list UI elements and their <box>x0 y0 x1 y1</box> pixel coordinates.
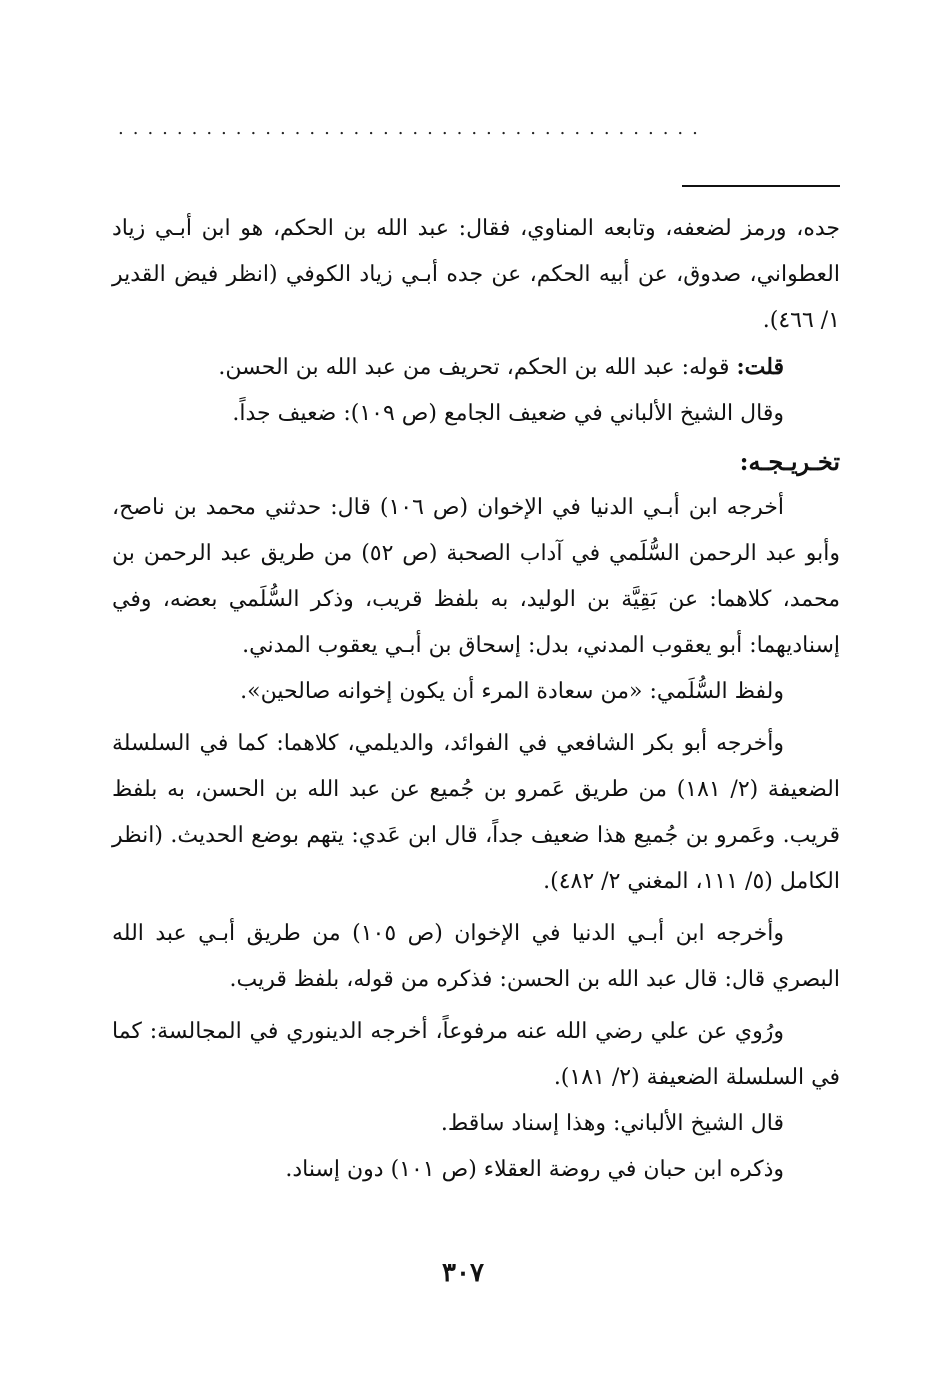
qultu-label: قلت: <box>736 354 784 380</box>
paragraph-albani-verdict: قال الشيخ الألباني: وهذا إسناد ساقط. <box>440 1111 784 1136</box>
footnote-rule <box>682 185 840 187</box>
albani-note: وقال الشيخ الألباني في ضعيف الجامع (ص ١٠٩): ضعيف جداً. <box>232 401 784 426</box>
dotted-separator: ........................................ <box>118 122 707 136</box>
paragraph-takhrij-3: وأخرجه ابن أبـي الدنيا في الإخوان (ص ١٠٥) من طريق أبـي عبد الله البصري قال: قال عبد الله بن الحسن: فذكره من قوله، بلفظ قريب. <box>112 921 840 992</box>
paragraph-takhrij-2: وأخرجه أبو بكر الشافعي في الفوائد، والديلمي، كلاهما: كما في السلسلة الضعيفة (٢/ ١٨١) من طريق عَمرو بن جُميع عن عبد الله بن الحسن، به بلفظ قريب. وعَمرو بن جُميع هذا ضعيف جداً، قال ابن عَدي: يتهم بوضع الحديث. (انظر الكامل (٥/ ١١١، المغني ٢/ ٤٨٢). <box>112 731 841 894</box>
paragraph-ibn-hibban: وذكره ابن حبان في روضة العقلاء (ص ١٠١) دون إسناد. <box>285 1157 784 1182</box>
page-body <box>112 206 840 1193</box>
paragraph-marfu-narration: ورُوي عن علي رضي الله عنه مرفوعاً، أخرجه الدينوري في المجالسة: كما في السلسلة الضعيفة (٢/ ١٨١). <box>112 1019 840 1090</box>
qultu-text: قوله: عبد الله بن الحكم، تحريف من عبد الله بن الحسن. <box>218 355 737 380</box>
paragraph-sulami-wording: ولفظ السُّلَمي: «من سعادة المرء أن يكون إخوانه صالحين». <box>240 679 784 704</box>
paragraph-takhrij-1: أخرجه ابن أبـي الدنيا في الإخوان (ص ١٠٦) قال: حدثني محمد بن ناصح، وأبو عبد الرحمن السُّلَمي في آداب الصحبة (ص ٥٢) من طريق عبد الرحمن بن محمد، كلاهما: عن بَقِيَّة بن الوليد، به بلفظ قريب، وذكر السُّلَمي بعضه، وفي إسناديهما: أبو يعقوب المدني، بدل: إسحاق بن أبـي يعقوب المدني. <box>112 495 840 658</box>
section-heading: تخـريـجـه: <box>739 447 840 476</box>
qultu-note <box>112 344 840 391</box>
page-number: ٣٠٧ <box>442 1258 484 1288</box>
footnote-text: جده، ورمز لضعفه، وتابعه المناوي، فقال: عبد الله بن الحكم، هو ابن أبـي زياد العطواني، صدوق، عن أبيه الحكم، عن جده أبـي زياد الكوفي (انظر فيض القدير ١/ ٤٦٦). <box>112 216 840 333</box>
